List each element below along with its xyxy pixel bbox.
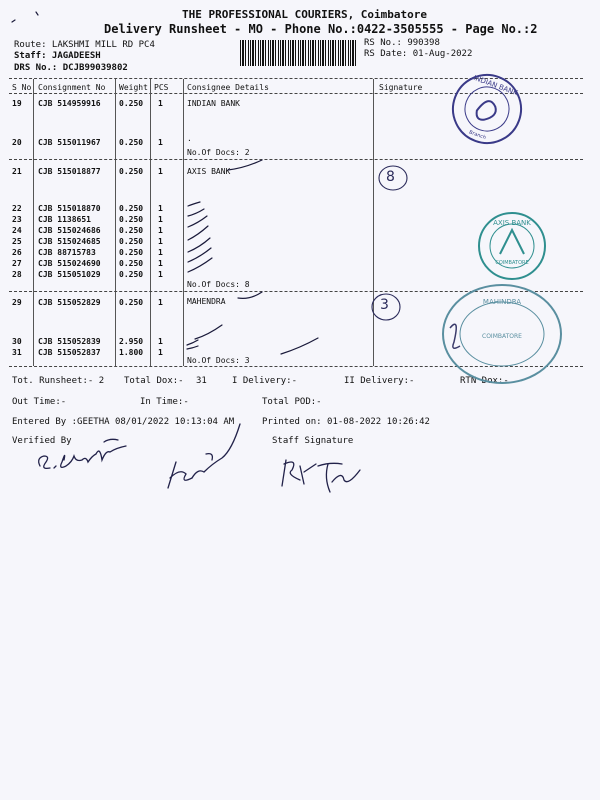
printed-on: Printed on: 01-08-2022 10:26:42	[262, 417, 430, 427]
row-consignment: CJB 514959916	[38, 99, 101, 108]
row-consignment: CJB 515018870	[38, 204, 101, 213]
rs-date: RS Date: 01-Aug-2022	[364, 49, 473, 59]
row-consignee: AXIS BANK	[187, 167, 231, 176]
entered-by: Entered By :GEETHA 08/01/2022 10:13:04 AM	[12, 417, 235, 427]
row-sno: 31	[12, 348, 22, 357]
row-consignment: CJB 515052837	[38, 348, 101, 357]
company-name: THE PROFESSIONAL COURIERS, Coimbatore	[182, 8, 428, 21]
row-pcs: 1	[158, 204, 163, 213]
row-pcs: 1	[158, 348, 163, 357]
row-pcs: 1	[158, 270, 163, 279]
row-weight: 0.250	[119, 215, 144, 224]
drs-number: DRS No.: DCJB99039802	[14, 63, 128, 73]
row-sno: 27	[12, 259, 22, 268]
col-sno: S No	[12, 83, 32, 92]
col-signature: Signature	[379, 83, 423, 92]
col-consignee: Consignee Details	[187, 83, 269, 92]
row-weight: 0.250	[119, 248, 144, 257]
row-consignment: CJB 515018877	[38, 167, 101, 176]
route: Route: LAKSHMI MILL RD PC4	[14, 40, 155, 50]
row-pcs: 1	[158, 337, 163, 346]
row-consignee: INDIAN BANK	[187, 99, 240, 108]
handwritten-number: 8	[386, 169, 395, 185]
row-consignment: CJB 515024686	[38, 226, 101, 235]
svg-text:COIMBATORE: COIMBATORE	[482, 333, 522, 340]
row-pcs: 1	[158, 138, 163, 147]
svg-text:AXIS BANK: AXIS BANK	[493, 219, 531, 227]
row-weight: 2.950	[119, 337, 144, 346]
out-time: Out Time:-	[12, 397, 67, 407]
verified-by-label: Verified By	[12, 436, 72, 446]
svg-text:Branch: Branch	[468, 129, 487, 142]
row-sno: 20	[12, 138, 22, 147]
row-consignment: CJB 515052829	[38, 298, 101, 307]
rs-number: RS No.: 990398	[364, 38, 440, 48]
row-sno: 26	[12, 248, 22, 257]
row-sno: 23	[12, 215, 22, 224]
row-weight: 0.250	[119, 167, 144, 176]
row-weight: 0.250	[119, 270, 144, 279]
col-consignment: Consignment No	[38, 83, 106, 92]
ii-delivery: II Delivery:-	[344, 376, 415, 386]
docs-count: No.Of Docs: 8	[187, 280, 250, 289]
row-weight: 0.250	[119, 237, 144, 246]
row-sno: 24	[12, 226, 22, 235]
row-consignment: CJB 515024690	[38, 259, 101, 268]
staff-name: Staff: JAGADEESH	[14, 51, 101, 61]
row-pcs: 1	[158, 99, 163, 108]
row-consignment: CJB 88715783	[38, 248, 96, 257]
row-pcs: 1	[158, 259, 163, 268]
row-pcs: 1	[158, 298, 163, 307]
total-dox-label: Total Dox:-	[124, 376, 184, 386]
row-pcs: 1	[158, 215, 163, 224]
svg-text:INDIAN BANK: INDIAN BANK	[472, 73, 519, 98]
rtn-dox: RTN Dox:-	[460, 376, 509, 386]
svg-text:MAHINDRA: MAHINDRA	[482, 298, 522, 306]
row-consignment: CJB 515011967	[38, 138, 101, 147]
row-sno: 25	[12, 237, 22, 246]
row-pcs: 1	[158, 167, 163, 176]
row-weight: 0.250	[119, 298, 144, 307]
in-time: In Time:-	[140, 397, 189, 407]
row-pcs: 1	[158, 237, 163, 246]
staff-signature-label: Staff Signature	[272, 436, 354, 446]
tot-runsheet: Tot. Runsheet:- 2	[12, 376, 105, 386]
row-consignment: CJB 515051029	[38, 270, 101, 279]
row-consignment: CJB 515024685	[38, 237, 101, 246]
row-sno: 19	[12, 99, 22, 108]
runsheet-subtitle: Delivery Runsheet - MO - Phone No.:0422-3505555 - Page No.:2	[104, 22, 538, 36]
row-consignee: .	[187, 134, 192, 143]
row-sno: 22	[12, 204, 22, 213]
row-weight: 0.250	[119, 204, 144, 213]
row-weight: 0.250	[119, 138, 144, 147]
docs-count: No.Of Docs: 2	[187, 148, 250, 157]
docs-count: No.Of Docs: 3	[187, 356, 250, 365]
row-pcs: 1	[158, 226, 163, 235]
total-pod: Total POD:-	[262, 397, 322, 407]
handwritten-number: 3	[380, 297, 389, 313]
row-weight: 0.250	[119, 226, 144, 235]
row-weight: 0.250	[119, 99, 144, 108]
col-weight: Weight	[119, 83, 148, 92]
i-delivery: I Delivery:-	[232, 376, 298, 386]
row-consignment: CJB 1138651	[38, 215, 91, 224]
row-weight: 0.250	[119, 259, 144, 268]
col-pcs: PCS	[154, 83, 169, 92]
row-consignment: CJB 515052839	[38, 337, 101, 346]
row-consignee: MAHENDRA	[187, 297, 226, 306]
row-pcs: 1	[158, 248, 163, 257]
row-weight: 1.800	[119, 348, 144, 357]
svg-text:COIMBATORE: COIMBATORE	[495, 260, 529, 266]
total-dox-value: 31	[196, 376, 207, 386]
row-sno: 30	[12, 337, 22, 346]
row-sno: 28	[12, 270, 22, 279]
row-sno: 21	[12, 167, 22, 176]
row-sno: 29	[12, 298, 22, 307]
